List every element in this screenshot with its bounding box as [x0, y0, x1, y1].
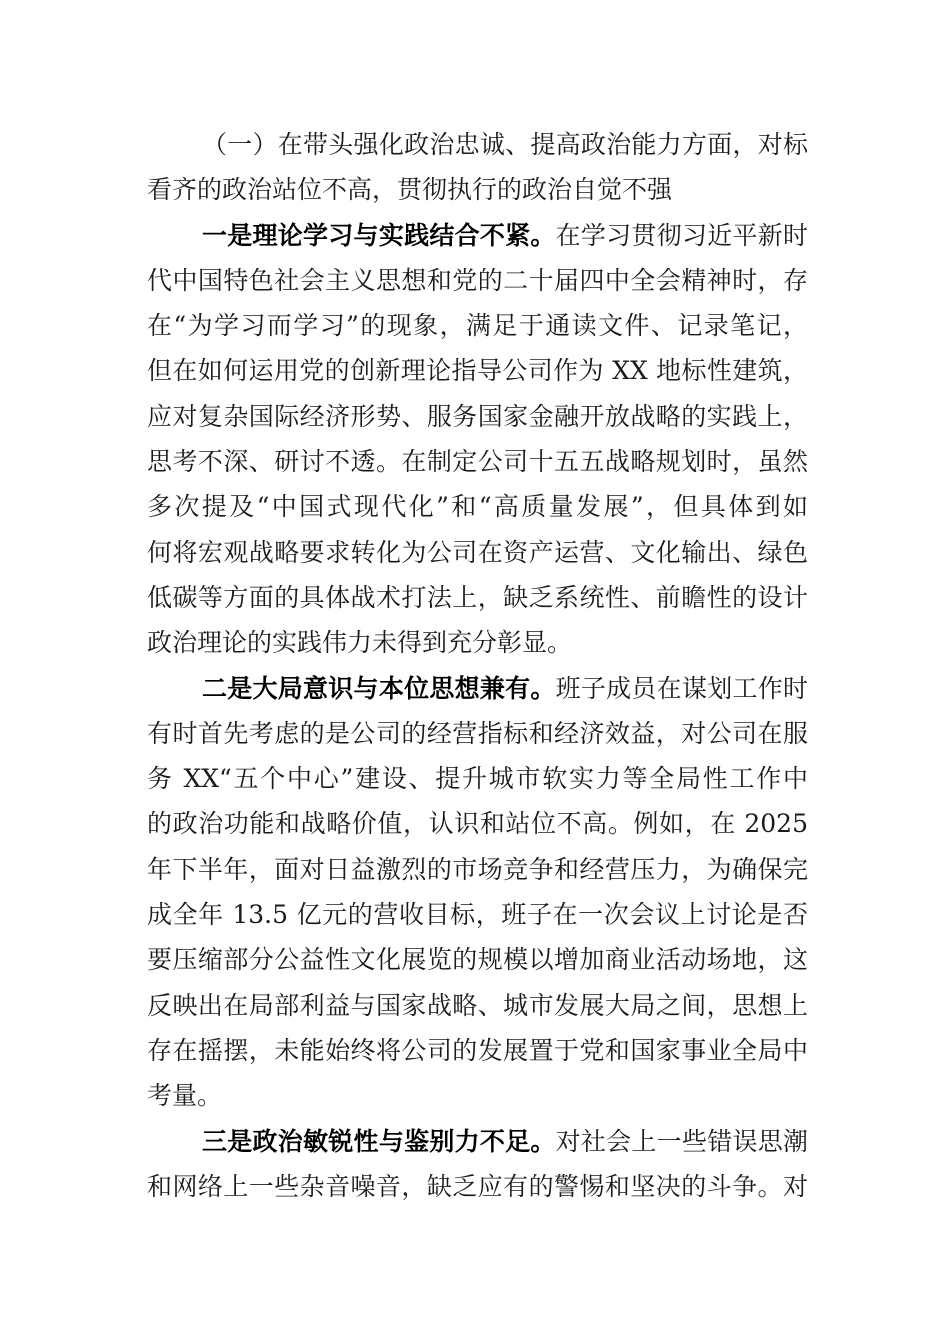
paragraph-1-line-8: 何将宏观战略要求转化为公司在资产运营、文化输出、绿色: [147, 537, 808, 567]
paragraph-2-line-9: 存在摇摆，未能始终将公司的发展置于党和国家事业全局中: [147, 1035, 808, 1065]
paragraph-1-line-7: 多次提及“中国式现代化”和“高质量发展”，但具体到如: [147, 492, 808, 522]
paragraph-2-line-5: 年下半年，面对日益激烈的市场竞争和经营压力，为确保完: [147, 854, 808, 884]
paragraph-2-line-2: 有时首先考虑的是公司的经营指标和经济效益，对公司在服: [147, 718, 808, 748]
paragraph-2: [147, 666, 808, 1119]
paragraph-3-line-2: 和网络上一些杂音噪音，缺乏应有的警惕和坚决的斗争。对: [147, 1171, 808, 1201]
document-page: [147, 122, 808, 1209]
paragraph-1: [147, 213, 808, 666]
paragraph-2-line-8: 反映出在局部利益与国家战略、城市发展大局之间，思想上: [147, 990, 808, 1020]
section-heading-line-2: 看齐的政治站位不高，贯彻执行的政治自觉不强: [147, 175, 673, 205]
paragraph-1-line-6: 思考不深、研讨不透。在制定公司十五五战略规划时，虽然: [147, 447, 808, 477]
paragraph-1-lead-rest: 在学习贯彻习近平新时: [555, 220, 808, 250]
paragraph-3-lead-rest: 对社会上一些错误思潮: [555, 1126, 808, 1156]
paragraph-3-lead: 三是政治敏锐性与鉴别力不足。: [202, 1126, 556, 1156]
paragraph-2-lead: 二是大局意识与本位思想兼有。: [202, 673, 556, 703]
paragraph-1-line-4: 但在如何运用党的创新理论指导公司作为 XX 地标性建筑，: [147, 356, 808, 386]
paragraph-1-line-2: 代中国特色社会主义思想和党的二十届四中全会精神时，存: [147, 265, 808, 295]
paragraph-1-line-9: 低碳等方面的具体战术打法上，缺乏系统性、前瞻性的设计: [147, 582, 808, 612]
paragraph-2-line-1: [147, 666, 808, 711]
paragraph-2-line-4: 的政治功能和战略价值，认识和站位不高。例如，在 2025: [147, 809, 808, 839]
paragraph-2-line-3: 务 XX“五个中心”建设、提升城市软实力等全局性工作中: [147, 764, 808, 794]
paragraph-2-lead-rest: 班子成员在谋划工作时: [555, 673, 808, 703]
paragraph-1-line-5: 应对复杂国际经济形势、服务国家金融开放战略的实践上，: [147, 401, 808, 431]
paragraph-2-line-10: 考量。: [147, 1081, 223, 1111]
paragraph-3: [147, 1119, 808, 1210]
paragraph-1-line-1: [147, 213, 808, 258]
paragraph-1-lead: 一是理论学习与实践结合不紧。: [202, 220, 556, 250]
section-heading: [147, 122, 808, 213]
paragraph-1-line-3: 在“为学习而学习”的现象，满足于通读文件、记录笔记，: [147, 311, 808, 341]
paragraph-2-line-6: 成全年 13.5 亿元的营收目标，班子在一次会议上讨论是否: [147, 900, 808, 930]
paragraph-1-line-10: 政治理论的实践伟力未得到充分彰显。: [147, 628, 573, 658]
paragraph-3-line-1: [147, 1119, 808, 1164]
section-heading-line-1: （一）在带头强化政治忠诚、提高政治能力方面，对标: [202, 130, 808, 159]
paragraph-2-line-7: 要压缩部分公益性文化展览的规模以增加商业活动场地，这: [147, 945, 808, 975]
